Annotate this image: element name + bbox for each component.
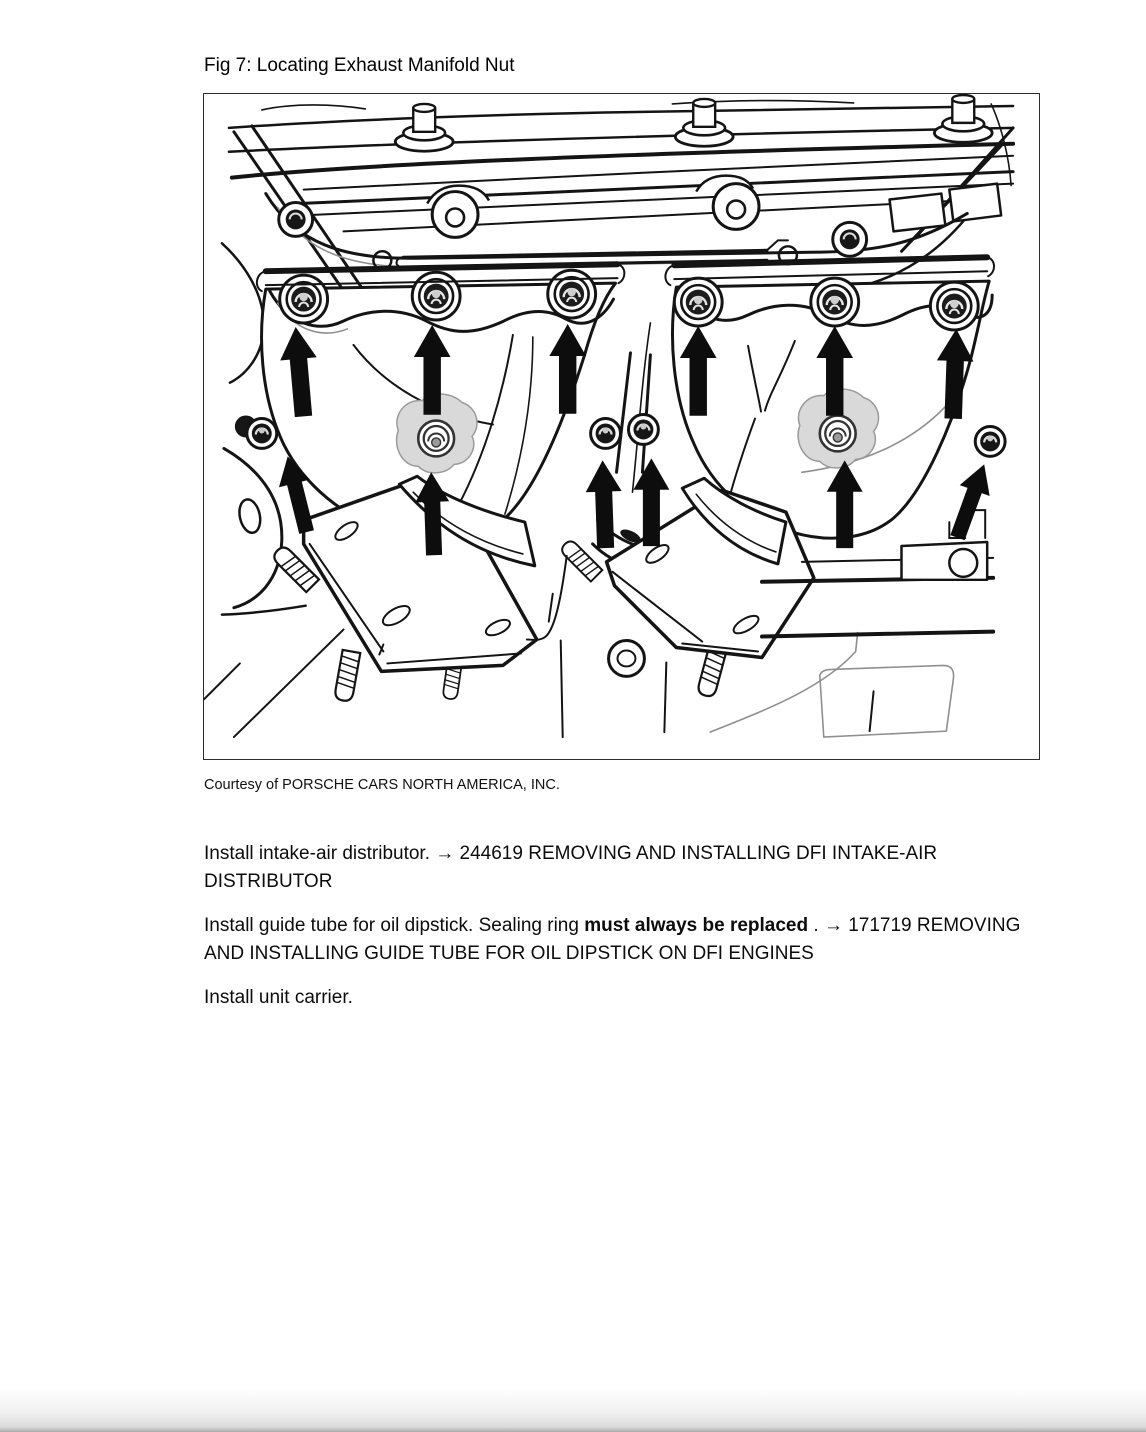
body-text xyxy=(204,840,1042,1029)
guide-tube-text: Install guide tube for oil dipstick. Sealing ring xyxy=(204,915,585,936)
figure-title: Fig 7: Locating Exhaust Manifold Nut xyxy=(204,55,515,76)
rail-donut-right xyxy=(833,222,867,256)
guide-tube-ref-text: . → 171719 REMOVING AND INSTALLING GUIDE TUBE FOR OIL DIPSTICK ON DFI ENGINES xyxy=(204,915,1021,964)
paragraph-install-unit-carrier: Install unit carrier. xyxy=(204,987,353,1008)
guide-tube-bold-text: must always be replaced xyxy=(584,915,809,936)
valve-cover-stud xyxy=(934,95,992,142)
exhaust-manifold-drawing xyxy=(204,94,1039,759)
figure-caption: Courtesy of PORSCHE CARS NORTH AMERICA, INC. xyxy=(204,777,560,793)
figure-frame xyxy=(203,93,1040,760)
valve-cover-stud xyxy=(675,99,733,146)
valve-cover-stud xyxy=(395,104,453,151)
nut-arrow xyxy=(942,459,999,543)
page-bottom-edge xyxy=(0,1388,1146,1432)
rail-donut-left xyxy=(279,203,313,237)
paragraph-install-intake-air-distributor: Install intake-air distributor. → 244619 REMOVING AND INSTALLING DFI INTAKE-AIR DISTRIBUTOR xyxy=(204,843,938,892)
paragraph-install-guide-tube xyxy=(204,912,1042,967)
